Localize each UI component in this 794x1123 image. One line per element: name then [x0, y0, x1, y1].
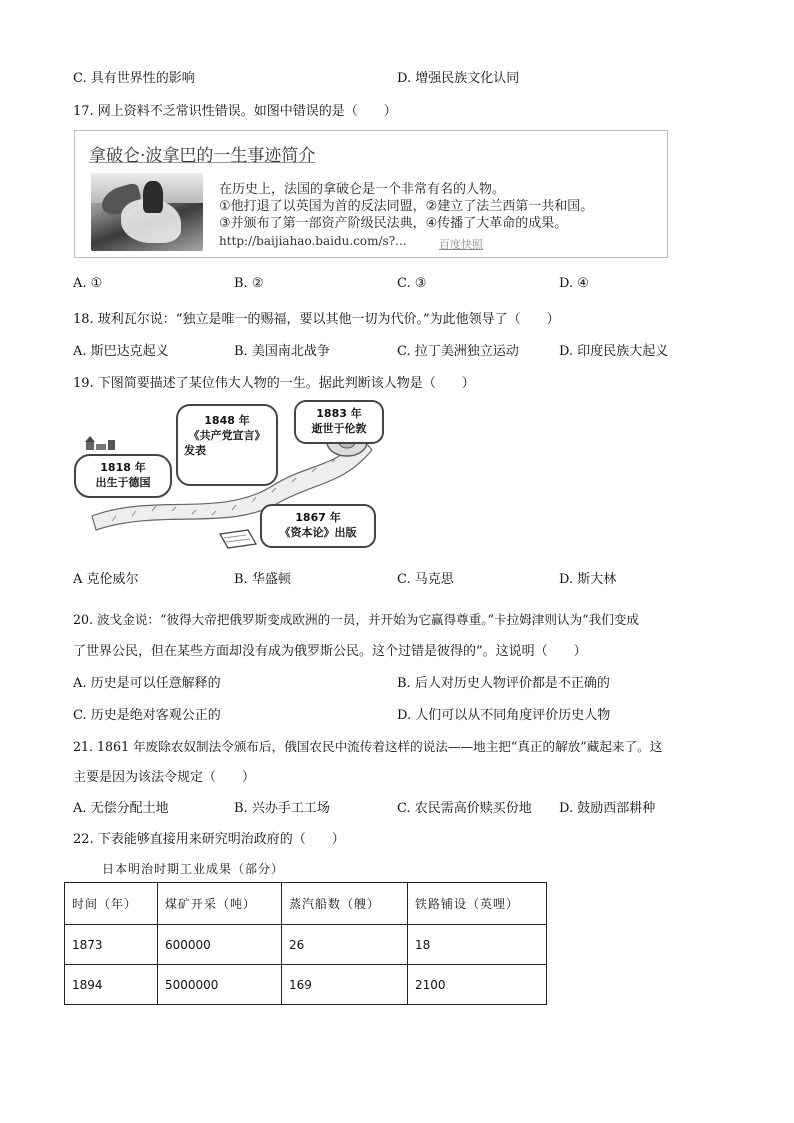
table-cell: 2100 [408, 965, 547, 1005]
search-card-url: http://baijiahao.baidu.com/s?... [219, 234, 407, 248]
table-header-row [65, 883, 547, 925]
q17-option-c: C. ③ [397, 276, 427, 291]
table-cell: 26 [282, 925, 408, 965]
search-card-snapshot-link: 百度快照 [439, 238, 483, 251]
bubble-1867-text: 《资本论》出版 [279, 526, 357, 539]
search-card-line3: ③并颁布了第一部资产阶级民法典，④传播了大革命的成果。 [219, 216, 568, 231]
q22-stem: 22. 下表能够直接用来研究明治政府的（ ） [73, 832, 345, 847]
q21-option-c: C. 农民需高价赎买份地 [397, 801, 532, 816]
q20-option-b: B. 后人对历史人物评价都是不正确的 [397, 676, 610, 691]
napoleon-painting-image [91, 173, 203, 251]
q21-stem-line1: 21. 1861 年废除农奴制法令颁布后，俄国农民中流传着这样的说法——地主把“真正的解放”藏起来了。这 [73, 739, 663, 754]
meiji-industry-table [64, 882, 547, 1005]
marx-life-timeline-figure [72, 398, 390, 558]
q19-option-b: B. 华盛顿 [234, 572, 291, 587]
bubble-1883-year: 1883 年 [316, 407, 362, 420]
table-title: 日本明治时期工业成果（部分） [102, 862, 285, 876]
q19-option-c: C. 马克思 [397, 572, 454, 587]
q19-stem: 19. 下图简要描述了某位伟大人物的一生。据此判断该人物是（ ） [73, 376, 475, 391]
table-cell: 169 [282, 965, 408, 1005]
search-card-line2: ①他打退了以英国为首的反法同盟，②建立了法兰西第一共和国。 [219, 199, 594, 214]
bubble-1818 [74, 454, 172, 498]
table-cell: 1894 [65, 965, 158, 1005]
q21-option-a: A. 无偿分配土地 [73, 801, 169, 816]
table-row [65, 925, 547, 965]
bubble-1867 [260, 504, 376, 548]
table-cell: 5000000 [158, 965, 282, 1005]
q20-option-a: A. 历史是可以任意解释的 [73, 676, 221, 691]
bubble-1848-text: 《共产党宣言》 [188, 429, 266, 442]
q19-option-a: A 克伦威尔 [73, 572, 139, 587]
bubble-1818-text: 出生于德国 [95, 476, 151, 489]
search-card-title: 拿破仑·波拿巴的一生事迹简介 [89, 146, 316, 166]
table-header-cell: 时间（年） [65, 883, 158, 925]
q21-stem-line2: 主要是因为该法令规定（ ） [73, 770, 256, 785]
q21-option-b: B. 兴办手工工场 [234, 801, 330, 816]
table-header-cell: 煤矿开采（吨） [158, 883, 282, 925]
bubble-1883 [294, 400, 384, 444]
bubble-1848-year: 1848 年 [204, 414, 250, 427]
bubble-1848-tail: 发表 [184, 444, 206, 457]
bubble-1848 [176, 404, 278, 486]
q17-option-a: A. ① [73, 276, 103, 291]
q19-option-d: D. 斯大林 [559, 572, 617, 587]
table-row [65, 965, 547, 1005]
q21-option-d: D. 鼓励西部耕种 [559, 801, 656, 816]
q20-stem-line1: 20. 波戈金说：“彼得大帝把俄罗斯变成欧洲的一员，并开始为它赢得尊重。”卡拉姆津则认为“我们变成 [73, 612, 639, 627]
search-card-line1: 在历史上，法国的拿破仑是一个非常有名的人物。 [219, 182, 506, 197]
q20-stem-line2: 了世界公民，但在某些方面却没有成为俄罗斯公民。这个过错是彼得的”。这说明（ ） [73, 644, 587, 659]
q20-option-c: C. 历史是绝对客观公正的 [73, 708, 221, 723]
table-header-cell: 蒸汽船数（艘） [282, 883, 408, 925]
table-cell: 600000 [158, 925, 282, 965]
napoleon-search-card [74, 130, 668, 258]
q18-option-b: B. 美国南北战争 [234, 344, 330, 359]
q20-option-d: D. 人们可以从不同角度评价历史人物 [397, 708, 611, 723]
q17-option-b: B. ② [234, 276, 264, 291]
q17-stem: 17. 网上资料不乏常识性错误。如图中错误的是（ ） [73, 104, 397, 119]
table-cell: 1873 [65, 925, 158, 965]
q17-option-d: D. ④ [559, 276, 589, 291]
q18-option-d: D. 印度民族大起义 [559, 344, 669, 359]
q16-option-c: C. 具有世界性的影响 [73, 71, 195, 86]
q18-option-c: C. 拉丁美洲独立运动 [397, 344, 519, 359]
q18-stem: 18. 玻利瓦尔说：“独立是唯一的赐福，要以其他一切为代价。”为此他领导了（ ） [73, 312, 560, 327]
bubble-1883-text: 逝世于伦敦 [311, 422, 367, 435]
table-header-cell: 铁路铺设（英哩） [408, 883, 547, 925]
q16-option-d: D. 增强民族文化认同 [397, 71, 520, 86]
table-cell: 18 [408, 925, 547, 965]
bubble-1867-year: 1867 年 [295, 511, 341, 524]
q18-option-a: A. 斯巴达克起义 [73, 344, 169, 359]
bubble-1818-year: 1818 年 [100, 461, 146, 474]
